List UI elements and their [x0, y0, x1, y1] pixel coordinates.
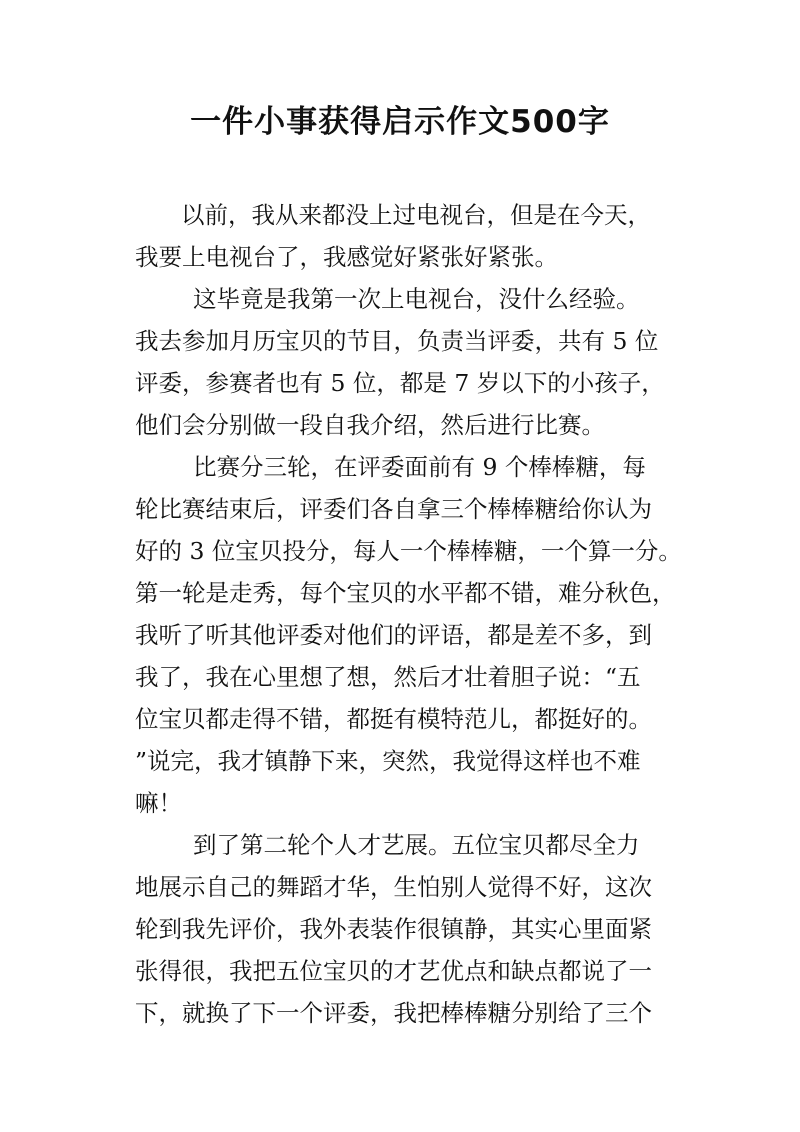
text-line: 轮到我先评价，我外表装作很镇静，其实心里面紧: [135, 915, 652, 943]
text-line: 以前，我从来都没上过电视台，但是在今天，: [181, 201, 651, 229]
text-line: 我听了听其他评委对他们的评语，都是差不多，到: [135, 621, 652, 649]
text-line: ”说完，我才镇静下来，突然，我觉得这样也不难: [135, 747, 641, 775]
text-line: 第一轮是走秀，每个宝贝的水平都不错，难分秋色，: [135, 579, 676, 607]
text-line: 我了，我在心里想了想，然后才壮着胆子说：“五: [135, 663, 641, 691]
text-line: 这毕竟是我第一次上电视台，没什么经验。: [193, 285, 640, 313]
text-line: 我去参加月历宝贝的节目，负责当评委，共有 5 位: [135, 327, 659, 355]
text-line: 张得很，我把五位宝贝的才艺优点和缺点都说了一: [135, 957, 652, 985]
text-line: 位宝贝都走得不错，都挺有模特范儿，都挺好的。: [135, 705, 652, 733]
text-line: 轮比赛结束后，评委们各自拿三个棒棒糖给你认为: [135, 495, 652, 523]
document-title: 一件小事获得启示作文500字: [190, 104, 610, 140]
text-line: 到了第二轮个人才艺展。五位宝贝都尽全力: [193, 831, 640, 859]
text-line: 嘛！: [135, 789, 182, 817]
text-line: 比赛分三轮，在评委面前有 9 个棒棒糖，每: [193, 453, 646, 481]
document-body: [135, 196, 682, 1036]
text-line: 好的 3 位宝贝投分，每人一个棒棒糖，一个算一分。: [135, 537, 682, 565]
text-line: 地展示自己的舞蹈才华，生怕别人觉得不好，这次: [135, 873, 652, 901]
text-line: 评委，参赛者也有 5 位，都是 7 岁以下的小孩子，: [135, 369, 665, 397]
text-line: 我要上电视台了，我感觉好紧张好紧张。: [135, 243, 558, 271]
text-line: 下，就换了下一个评委，我把棒棒糖分别给了三个: [135, 999, 652, 1027]
text-line: 他们会分别做一段自我介绍，然后进行比赛。: [135, 411, 605, 439]
